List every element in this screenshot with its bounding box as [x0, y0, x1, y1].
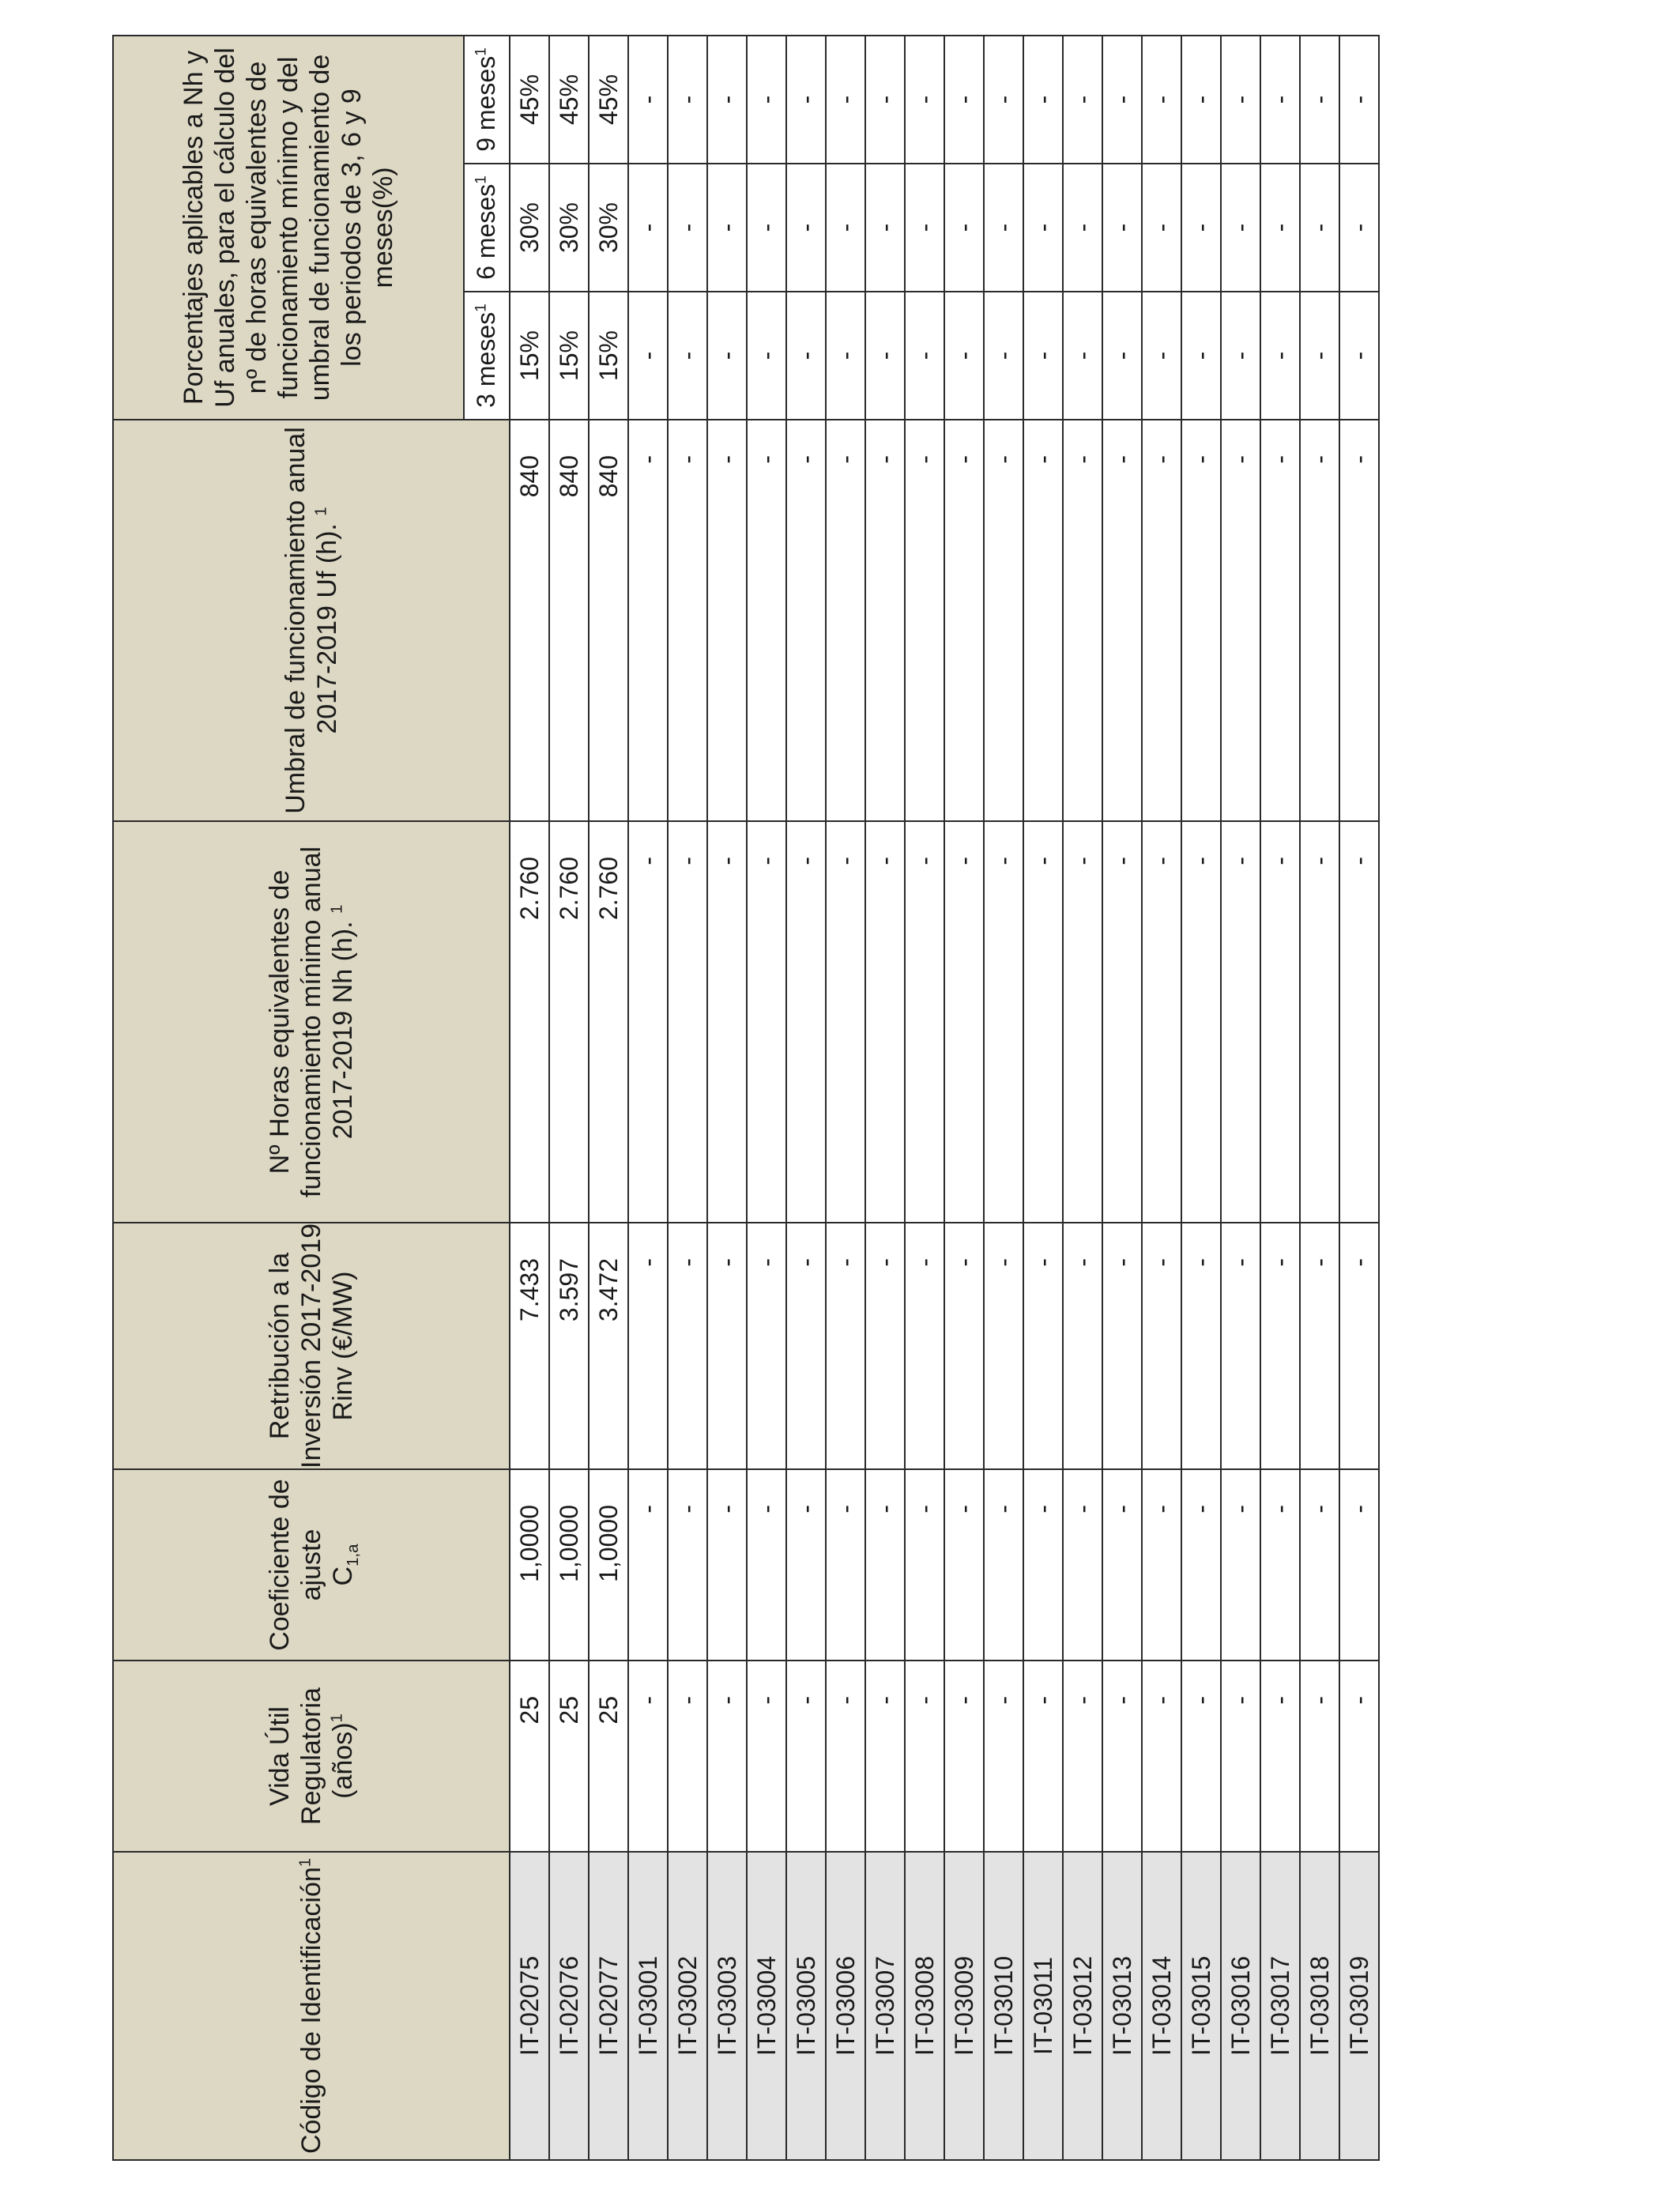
header-3-meses: [464, 292, 510, 420]
cell-3-meses: -: [668, 292, 707, 420]
cell-uf: -: [984, 420, 1023, 821]
cell-6-meses: -: [905, 164, 944, 292]
cell-nh: -: [668, 821, 707, 1223]
cell-nh: 2.760: [549, 821, 589, 1223]
cell-uf: -: [905, 420, 944, 821]
cell-codigo: IT-03019: [1339, 1852, 1379, 2160]
header-nh: [113, 821, 510, 1223]
cell-uf: -: [1102, 420, 1142, 821]
cell-uf: -: [944, 420, 984, 821]
cell-3-meses: -: [707, 292, 747, 420]
cell-coeficiente: -: [1063, 1469, 1102, 1661]
cell-vida-util: -: [1260, 1661, 1300, 1852]
cell-codigo: IT-03015: [1181, 1852, 1221, 2160]
header-codigo: [113, 1852, 510, 2160]
cell-6-meses: 30%: [549, 164, 589, 292]
table-row: [905, 36, 944, 2160]
cell-6-meses: -: [984, 164, 1023, 292]
cell-retribucion: 3.472: [589, 1223, 628, 1469]
cell-6-meses: -: [668, 164, 707, 292]
cell-coeficiente: -: [1142, 1469, 1181, 1661]
header-coeficiente: [113, 1469, 510, 1661]
cell-9-meses: 45%: [510, 36, 549, 164]
cell-nh: 2.760: [589, 821, 628, 1223]
cell-retribucion: -: [1142, 1223, 1181, 1469]
cell-nh: -: [786, 821, 826, 1223]
cell-coeficiente: -: [1221, 1469, 1260, 1661]
cell-3-meses: -: [1102, 292, 1142, 420]
cell-vida-util: -: [1181, 1661, 1221, 1852]
cell-codigo: IT-03003: [707, 1852, 747, 2160]
header-vida-text: Vida Útil Regulatoria (años): [264, 1687, 359, 1825]
cell-codigo: IT-03007: [865, 1852, 905, 2160]
cell-9-meses: 45%: [549, 36, 589, 164]
table-row: [628, 36, 668, 2160]
cell-nh: -: [1300, 821, 1339, 1223]
header-vida-util: [113, 1661, 510, 1852]
cell-coeficiente: -: [707, 1469, 747, 1661]
cell-3-meses: -: [747, 292, 786, 420]
table-row: [707, 36, 747, 2160]
cell-nh: -: [1023, 821, 1063, 1223]
cell-retribucion: -: [1300, 1223, 1339, 1469]
cell-3-meses: -: [628, 292, 668, 420]
cell-uf: -: [1221, 420, 1260, 821]
header-coef-subscript: 1,a: [344, 1544, 362, 1566]
cell-codigo: IT-03016: [1221, 1852, 1260, 2160]
cell-vida-util: 25: [589, 1661, 628, 1852]
cell-coeficiente: -: [1260, 1469, 1300, 1661]
cell-retribucion: -: [1221, 1223, 1260, 1469]
cell-retribucion: -: [1023, 1223, 1063, 1469]
cell-9-meses: -: [984, 36, 1023, 164]
cell-codigo: IT-03001: [628, 1852, 668, 2160]
cell-9-meses: -: [668, 36, 707, 164]
footnote-mark: 1: [473, 303, 490, 312]
cell-6-meses: -: [1221, 164, 1260, 292]
cell-coeficiente: -: [944, 1469, 984, 1661]
cell-uf: -: [707, 420, 747, 821]
cell-vida-util: -: [1023, 1661, 1063, 1852]
cell-vida-util: -: [1300, 1661, 1339, 1852]
cell-codigo: IT-03010: [984, 1852, 1023, 2160]
table-row: [549, 36, 589, 2160]
cell-vida-util: -: [1142, 1661, 1181, 1852]
cell-vida-util: 25: [510, 1661, 549, 1852]
cell-9-meses: -: [1063, 36, 1102, 164]
cell-vida-util: -: [826, 1661, 865, 1852]
footnote-mark: 1: [473, 47, 490, 56]
cell-9-meses: -: [865, 36, 905, 164]
table-row: [1142, 36, 1181, 2160]
cell-nh: -: [865, 821, 905, 1223]
table-body: [510, 36, 1379, 2160]
cell-nh: -: [826, 821, 865, 1223]
table-row: [1260, 36, 1300, 2160]
cell-codigo: IT-03005: [786, 1852, 826, 2160]
cell-nh: -: [1339, 821, 1379, 1223]
cell-codigo: IT-03017: [1260, 1852, 1300, 2160]
cell-6-meses: -: [1339, 164, 1379, 292]
table-row: [1339, 36, 1379, 2160]
cell-coeficiente: -: [1339, 1469, 1379, 1661]
table-row: [1023, 36, 1063, 2160]
cell-retribucion: -: [786, 1223, 826, 1469]
cell-vida-util: -: [1063, 1661, 1102, 1852]
cell-retribucion: -: [984, 1223, 1023, 1469]
cell-vida-util: -: [944, 1661, 984, 1852]
cell-6-meses: -: [944, 164, 984, 292]
cell-coeficiente: -: [905, 1469, 944, 1661]
cell-uf: -: [668, 420, 707, 821]
cell-6-meses: -: [628, 164, 668, 292]
header-6-meses: [464, 164, 510, 292]
cell-coeficiente: -: [1023, 1469, 1063, 1661]
cell-uf: -: [1142, 420, 1181, 821]
table-row: [1300, 36, 1339, 2160]
cell-6-meses: -: [1023, 164, 1063, 292]
cell-uf: -: [628, 420, 668, 821]
cell-retribucion: 7.433: [510, 1223, 549, 1469]
cell-6-meses: -: [1260, 164, 1300, 292]
cell-vida-util: -: [905, 1661, 944, 1852]
cell-nh: -: [1181, 821, 1221, 1223]
cell-retribucion: -: [668, 1223, 707, 1469]
cell-9-meses: -: [1142, 36, 1181, 164]
cell-codigo: IT-02077: [589, 1852, 628, 2160]
cell-9-meses: -: [1339, 36, 1379, 164]
cell-6-meses: -: [1063, 164, 1102, 292]
cell-vida-util: -: [1102, 1661, 1142, 1852]
cell-3-meses: -: [905, 292, 944, 420]
cell-coeficiente: -: [984, 1469, 1023, 1661]
cell-coeficiente: 1,0000: [589, 1469, 628, 1661]
cell-nh: 2.760: [510, 821, 549, 1223]
cell-coeficiente: -: [786, 1469, 826, 1661]
cell-3-meses: 15%: [510, 292, 549, 420]
cell-retribucion: -: [1181, 1223, 1221, 1469]
cell-uf: -: [1260, 420, 1300, 821]
cell-codigo: IT-03002: [668, 1852, 707, 2160]
cell-nh: -: [905, 821, 944, 1223]
table-row: [786, 36, 826, 2160]
header-porc-text: Porcentajes aplicables a Nh y Uf anuales, para el cálculo del nº de horas equivalentes de funcionamiento mínimo y del umbral de funcionamiento de los periodos de 3, 6 y 9 meses(%): [178, 47, 399, 408]
cell-coeficiente: -: [865, 1469, 905, 1661]
cell-9-meses: -: [1023, 36, 1063, 164]
cell-3-meses: -: [1221, 292, 1260, 420]
cell-9-meses: -: [826, 36, 865, 164]
cell-uf: -: [865, 420, 905, 821]
table-row: [984, 36, 1023, 2160]
cell-vida-util: -: [668, 1661, 707, 1852]
cell-uf: -: [1063, 420, 1102, 821]
cell-3-meses: -: [1260, 292, 1300, 420]
cell-nh: -: [628, 821, 668, 1223]
cell-6-meses: -: [1102, 164, 1142, 292]
cell-3-meses: -: [944, 292, 984, 420]
cell-codigo: IT-03011: [1023, 1852, 1063, 2160]
cell-nh: -: [944, 821, 984, 1223]
cell-nh: -: [707, 821, 747, 1223]
cell-codigo: IT-03013: [1102, 1852, 1142, 2160]
cell-9-meses: -: [707, 36, 747, 164]
cell-3-meses: 15%: [549, 292, 589, 420]
cell-nh: -: [1142, 821, 1181, 1223]
header-porcentajes: [113, 36, 464, 420]
cell-3-meses: -: [826, 292, 865, 420]
header-9-meses: [464, 36, 510, 164]
cell-retribucion: 3.597: [549, 1223, 589, 1469]
cell-6-meses: -: [826, 164, 865, 292]
table-row: [1063, 36, 1102, 2160]
cell-vida-util: -: [865, 1661, 905, 1852]
cell-vida-util: -: [747, 1661, 786, 1852]
table-row: [510, 36, 549, 2160]
cell-retribucion: -: [1102, 1223, 1142, 1469]
header-coef-symbol: C: [328, 1566, 359, 1586]
cell-nh: -: [1063, 821, 1102, 1223]
remuneration-table: [112, 35, 1380, 2161]
cell-retribucion: -: [1260, 1223, 1300, 1469]
cell-nh: -: [1260, 821, 1300, 1223]
cell-6-meses: 30%: [589, 164, 628, 292]
header-retribucion: [113, 1223, 510, 1469]
cell-uf: -: [1023, 420, 1063, 821]
cell-codigo: IT-03009: [944, 1852, 984, 2160]
cell-9-meses: 45%: [589, 36, 628, 164]
cell-3-meses: -: [1142, 292, 1181, 420]
cell-nh: -: [747, 821, 786, 1223]
table-row: [589, 36, 628, 2160]
cell-coeficiente: -: [1181, 1469, 1221, 1661]
cell-vida-util: -: [1339, 1661, 1379, 1852]
cell-retribucion: -: [1339, 1223, 1379, 1469]
cell-uf: 840: [549, 420, 589, 821]
header-nh-text: Nº Horas equivalentes de funcionamiento mínimo anual 2017-2019 Nh (h).: [264, 846, 359, 1198]
cell-9-meses: -: [905, 36, 944, 164]
cell-vida-util: -: [707, 1661, 747, 1852]
cell-3-meses: -: [865, 292, 905, 420]
cell-uf: -: [1300, 420, 1339, 821]
cell-uf: 840: [510, 420, 549, 821]
cell-vida-util: -: [628, 1661, 668, 1852]
header-coef-text: Coeficiente de ajuste: [264, 1479, 326, 1651]
header-6-meses-text: 6 meses: [472, 183, 501, 280]
table-row: [1102, 36, 1142, 2160]
header-uf-text: Umbral de funcionamiento anual 2017-2019 Uf (h).: [280, 427, 342, 814]
cell-3-meses: -: [786, 292, 826, 420]
cell-nh: -: [984, 821, 1023, 1223]
cell-codigo: IT-03008: [905, 1852, 944, 2160]
cell-coeficiente: -: [668, 1469, 707, 1661]
cell-coeficiente: -: [826, 1469, 865, 1661]
cell-6-meses: -: [1181, 164, 1221, 292]
cell-9-meses: -: [1221, 36, 1260, 164]
cell-3-meses: -: [984, 292, 1023, 420]
cell-coeficiente: 1,0000: [510, 1469, 549, 1661]
table-row: [865, 36, 905, 2160]
footnote-mark: 1: [473, 175, 490, 184]
cell-uf: -: [786, 420, 826, 821]
cell-retribucion: -: [628, 1223, 668, 1469]
cell-retribucion: -: [944, 1223, 984, 1469]
cell-6-meses: -: [1142, 164, 1181, 292]
cell-6-meses: -: [1300, 164, 1339, 292]
cell-codigo: IT-02076: [549, 1852, 589, 2160]
cell-retribucion: -: [707, 1223, 747, 1469]
table-row: [747, 36, 786, 2160]
cell-coeficiente: -: [1300, 1469, 1339, 1661]
cell-retribucion: -: [1063, 1223, 1102, 1469]
footnote-mark: 1: [296, 1857, 315, 1868]
cell-9-meses: -: [1260, 36, 1300, 164]
cell-codigo: IT-03012: [1063, 1852, 1102, 2160]
cell-6-meses: -: [865, 164, 905, 292]
cell-6-meses: -: [747, 164, 786, 292]
cell-vida-util: -: [1221, 1661, 1260, 1852]
cell-9-meses: -: [786, 36, 826, 164]
cell-nh: -: [1102, 821, 1142, 1223]
cell-uf: -: [1339, 420, 1379, 821]
table-row: [944, 36, 984, 2160]
table-row: [668, 36, 707, 2160]
cell-9-meses: -: [944, 36, 984, 164]
cell-6-meses: 30%: [510, 164, 549, 292]
footnote-mark: 1: [312, 507, 330, 516]
table-row: [1221, 36, 1260, 2160]
cell-coeficiente: -: [1102, 1469, 1142, 1661]
cell-codigo: IT-03014: [1142, 1852, 1181, 2160]
cell-vida-util: -: [984, 1661, 1023, 1852]
cell-9-meses: -: [747, 36, 786, 164]
cell-6-meses: -: [707, 164, 747, 292]
cell-3-meses: -: [1063, 292, 1102, 420]
cell-uf: -: [826, 420, 865, 821]
cell-codigo: IT-03018: [1300, 1852, 1339, 2160]
cell-uf: 840: [589, 420, 628, 821]
cell-vida-util: -: [786, 1661, 826, 1852]
cell-nh: -: [1221, 821, 1260, 1223]
table-row: [826, 36, 865, 2160]
header-9-meses-text: 9 meses: [472, 55, 501, 152]
cell-3-meses: 15%: [589, 292, 628, 420]
cell-3-meses: -: [1300, 292, 1339, 420]
cell-3-meses: -: [1339, 292, 1379, 420]
cell-9-meses: -: [1181, 36, 1221, 164]
cell-3-meses: -: [1023, 292, 1063, 420]
cell-coeficiente: -: [628, 1469, 668, 1661]
header-3-meses-text: 3 meses: [472, 311, 501, 408]
cell-uf: -: [1181, 420, 1221, 821]
cell-3-meses: -: [1181, 292, 1221, 420]
cell-9-meses: -: [1300, 36, 1339, 164]
table-row: [1181, 36, 1221, 2160]
cell-6-meses: -: [786, 164, 826, 292]
cell-9-meses: -: [628, 36, 668, 164]
cell-coeficiente: -: [747, 1469, 786, 1661]
cell-retribucion: -: [865, 1223, 905, 1469]
header-codigo-text: Código de Identificación: [296, 1867, 326, 2154]
rotated-table-frame: [112, 36, 1680, 2154]
cell-uf: -: [747, 420, 786, 821]
cell-coeficiente: 1,0000: [549, 1469, 589, 1661]
cell-9-meses: -: [1102, 36, 1142, 164]
header-row: [113, 36, 464, 2160]
cell-codigo: IT-03006: [826, 1852, 865, 2160]
header-uf: [113, 420, 510, 821]
header-retrib-text: Retribución a la Inversión 2017-2019 Rinv (€/MW): [264, 1223, 359, 1468]
cell-retribucion: -: [747, 1223, 786, 1469]
footnote-mark: 1: [328, 904, 346, 914]
footnote-mark: 1: [328, 1713, 346, 1723]
cell-vida-util: 25: [549, 1661, 589, 1852]
cell-retribucion: -: [826, 1223, 865, 1469]
cell-codigo: IT-03004: [747, 1852, 786, 2160]
cell-codigo: IT-02075: [510, 1852, 549, 2160]
cell-retribucion: -: [905, 1223, 944, 1469]
